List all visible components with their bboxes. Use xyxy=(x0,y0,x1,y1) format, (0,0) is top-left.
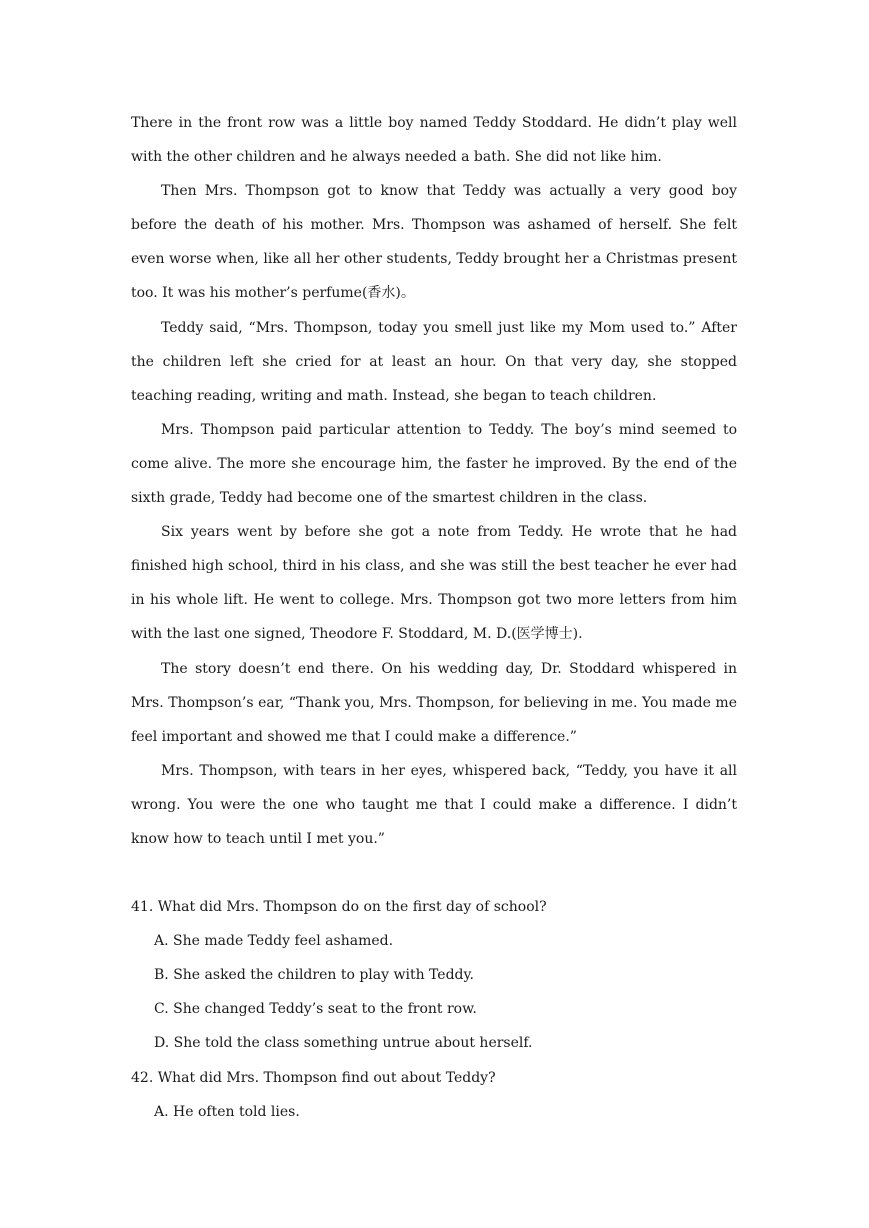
section-spacer xyxy=(131,856,737,890)
reading-passage xyxy=(131,106,737,1129)
passage-paragraph: The story doesn’t end there. On his wedding day, Dr. Stoddard whispered in Mrs. Thompson’s ear, “Thank you, Mrs. Thompson, for believing in me. You made me feel important and showed me that I could make a difference.” xyxy=(131,660,737,745)
answer-option-a: A. He often told lies. xyxy=(154,1103,300,1120)
answer-option-b: B. She asked the children to play with Teddy. xyxy=(154,967,475,984)
passage-paragraph: Teddy said, “Mrs. Thompson, today you smell just like my Mom used to.” After the children left she cried for at least an hour. On that very day, she stopped teaching reading, writing and math. Instead, she began to teach children. xyxy=(131,319,737,404)
answer-option-a: A. She made Teddy feel ashamed. xyxy=(154,933,394,950)
question-stem: 42. What did Mrs. Thompson find out about Teddy? xyxy=(131,1069,496,1086)
passage-paragraph: Then Mrs. Thompson got to know that Teddy was actually a very good boy before the death of his mother. Mrs. Thompson was ashamed of herself. She felt even worse when, like all her other students, Teddy brought her a Christmas present too. It was his mother’s perfume(香水)。 xyxy=(131,183,737,302)
passage-paragraph: Mrs. Thompson paid particular attention to Teddy. The boy’s mind seemed to come alive. The more she encourage him, the faster he improved. By the end of the sixth grade, Teddy had become one of the smartest children in the class. xyxy=(131,421,737,507)
question-42 xyxy=(131,1061,737,1129)
answer-option-d: D. She told the class something untrue about herself. xyxy=(154,1035,533,1052)
answer-option-c: C. She changed Teddy’s seat to the front row. xyxy=(154,1001,477,1018)
question-41 xyxy=(131,890,737,1060)
passage-paragraph: Six years went by before she got a note from Teddy. He wrote that he had finished high school, third in his class, and she was still the best teacher he ever had in his whole lift. He went to college. Mrs. Thompson got two more letters from him with the last one signed, Theodore F. Stoddard, M. D.(医学博士). xyxy=(131,524,737,643)
passage-paragraph: Mrs. Thompson, with tears in her eyes, whispered back, “Teddy, you have it all wrong. You were the one who taught me that I could make a difference. I didn’t know how to teach until I met you.” xyxy=(131,762,737,847)
question-stem: 41. What did Mrs. Thompson do on the first day of school? xyxy=(131,899,547,916)
passage-paragraph: There in the front row was a little boy named Teddy Stoddard. He didn’t play well with the other children and he always needed a bath. She did not like him. xyxy=(131,115,737,166)
